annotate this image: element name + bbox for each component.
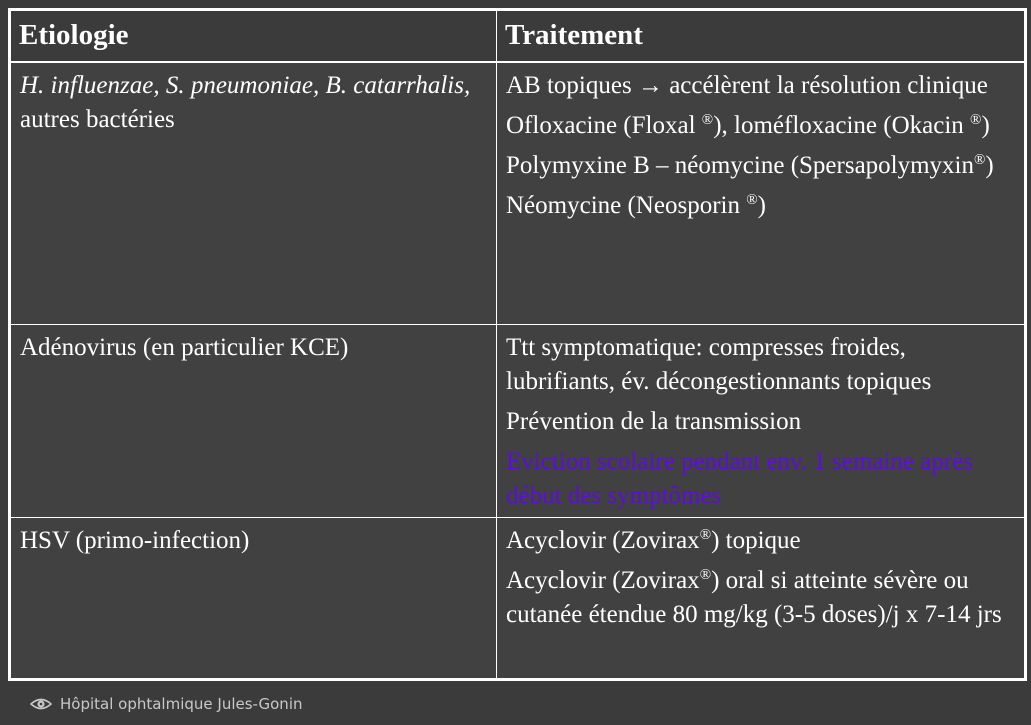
footer-text: Hôpital ophtalmique Jules-Gonin: [60, 695, 303, 713]
treatment-item: Polymyxine B – néomycine (Spersapolymyxin®): [506, 152, 994, 179]
footer: [30, 692, 303, 716]
treatment-cell: [497, 324, 1025, 517]
treatment-cell: [497, 517, 1025, 679]
table-row: [11, 324, 1025, 517]
treatment-item: Prévention de la transmission: [506, 407, 802, 435]
header-etiology: Etiologie: [11, 11, 497, 63]
treatment-item-highlighted: Eviction scolaire pendant env. 1 semaine après début des symptômes: [506, 447, 973, 509]
treatment-table: [10, 10, 1025, 679]
etiology-cell: HSV (primo-infection): [11, 517, 497, 679]
treatment-item: Ofloxacine (Floxal ®), loméfloxacine (Okacin ®): [506, 112, 990, 139]
eye-icon: [30, 694, 52, 714]
header-treatment: Traitement: [497, 11, 1025, 63]
treatment-item: Acyclovir (Zovirax®) topique: [506, 526, 801, 554]
table-row: [11, 517, 1025, 679]
treatment-item: Ttt symptomatique: compresses froides, lubrifiants, év. décongestionnants topiques: [506, 333, 932, 395]
etiology-bacteria-plain: autres bactéries: [20, 106, 175, 133]
table-header-row: [11, 11, 1025, 63]
etiology-bacteria-italic: H. influenzae, S. pneumoniae, B. catarrhalis,: [20, 72, 471, 99]
treatment-item: AB topiques → accélèrent la résolution clinique: [506, 72, 988, 99]
etiology-cell: [11, 62, 497, 324]
treatment-cell: [497, 62, 1025, 324]
etiology-cell: Adénovirus (en particulier KCE): [11, 324, 497, 517]
treatment-table-container: [8, 8, 1027, 681]
treatment-item: Néomycine (Neosporin ®): [506, 192, 766, 219]
treatment-item: Acyclovir (Zovirax®) oral si atteinte sévère ou cutanée étendue 80 mg/kg (3-5 doses)/j x 7-14 jrs: [506, 566, 1002, 628]
table-row: [11, 62, 1025, 324]
